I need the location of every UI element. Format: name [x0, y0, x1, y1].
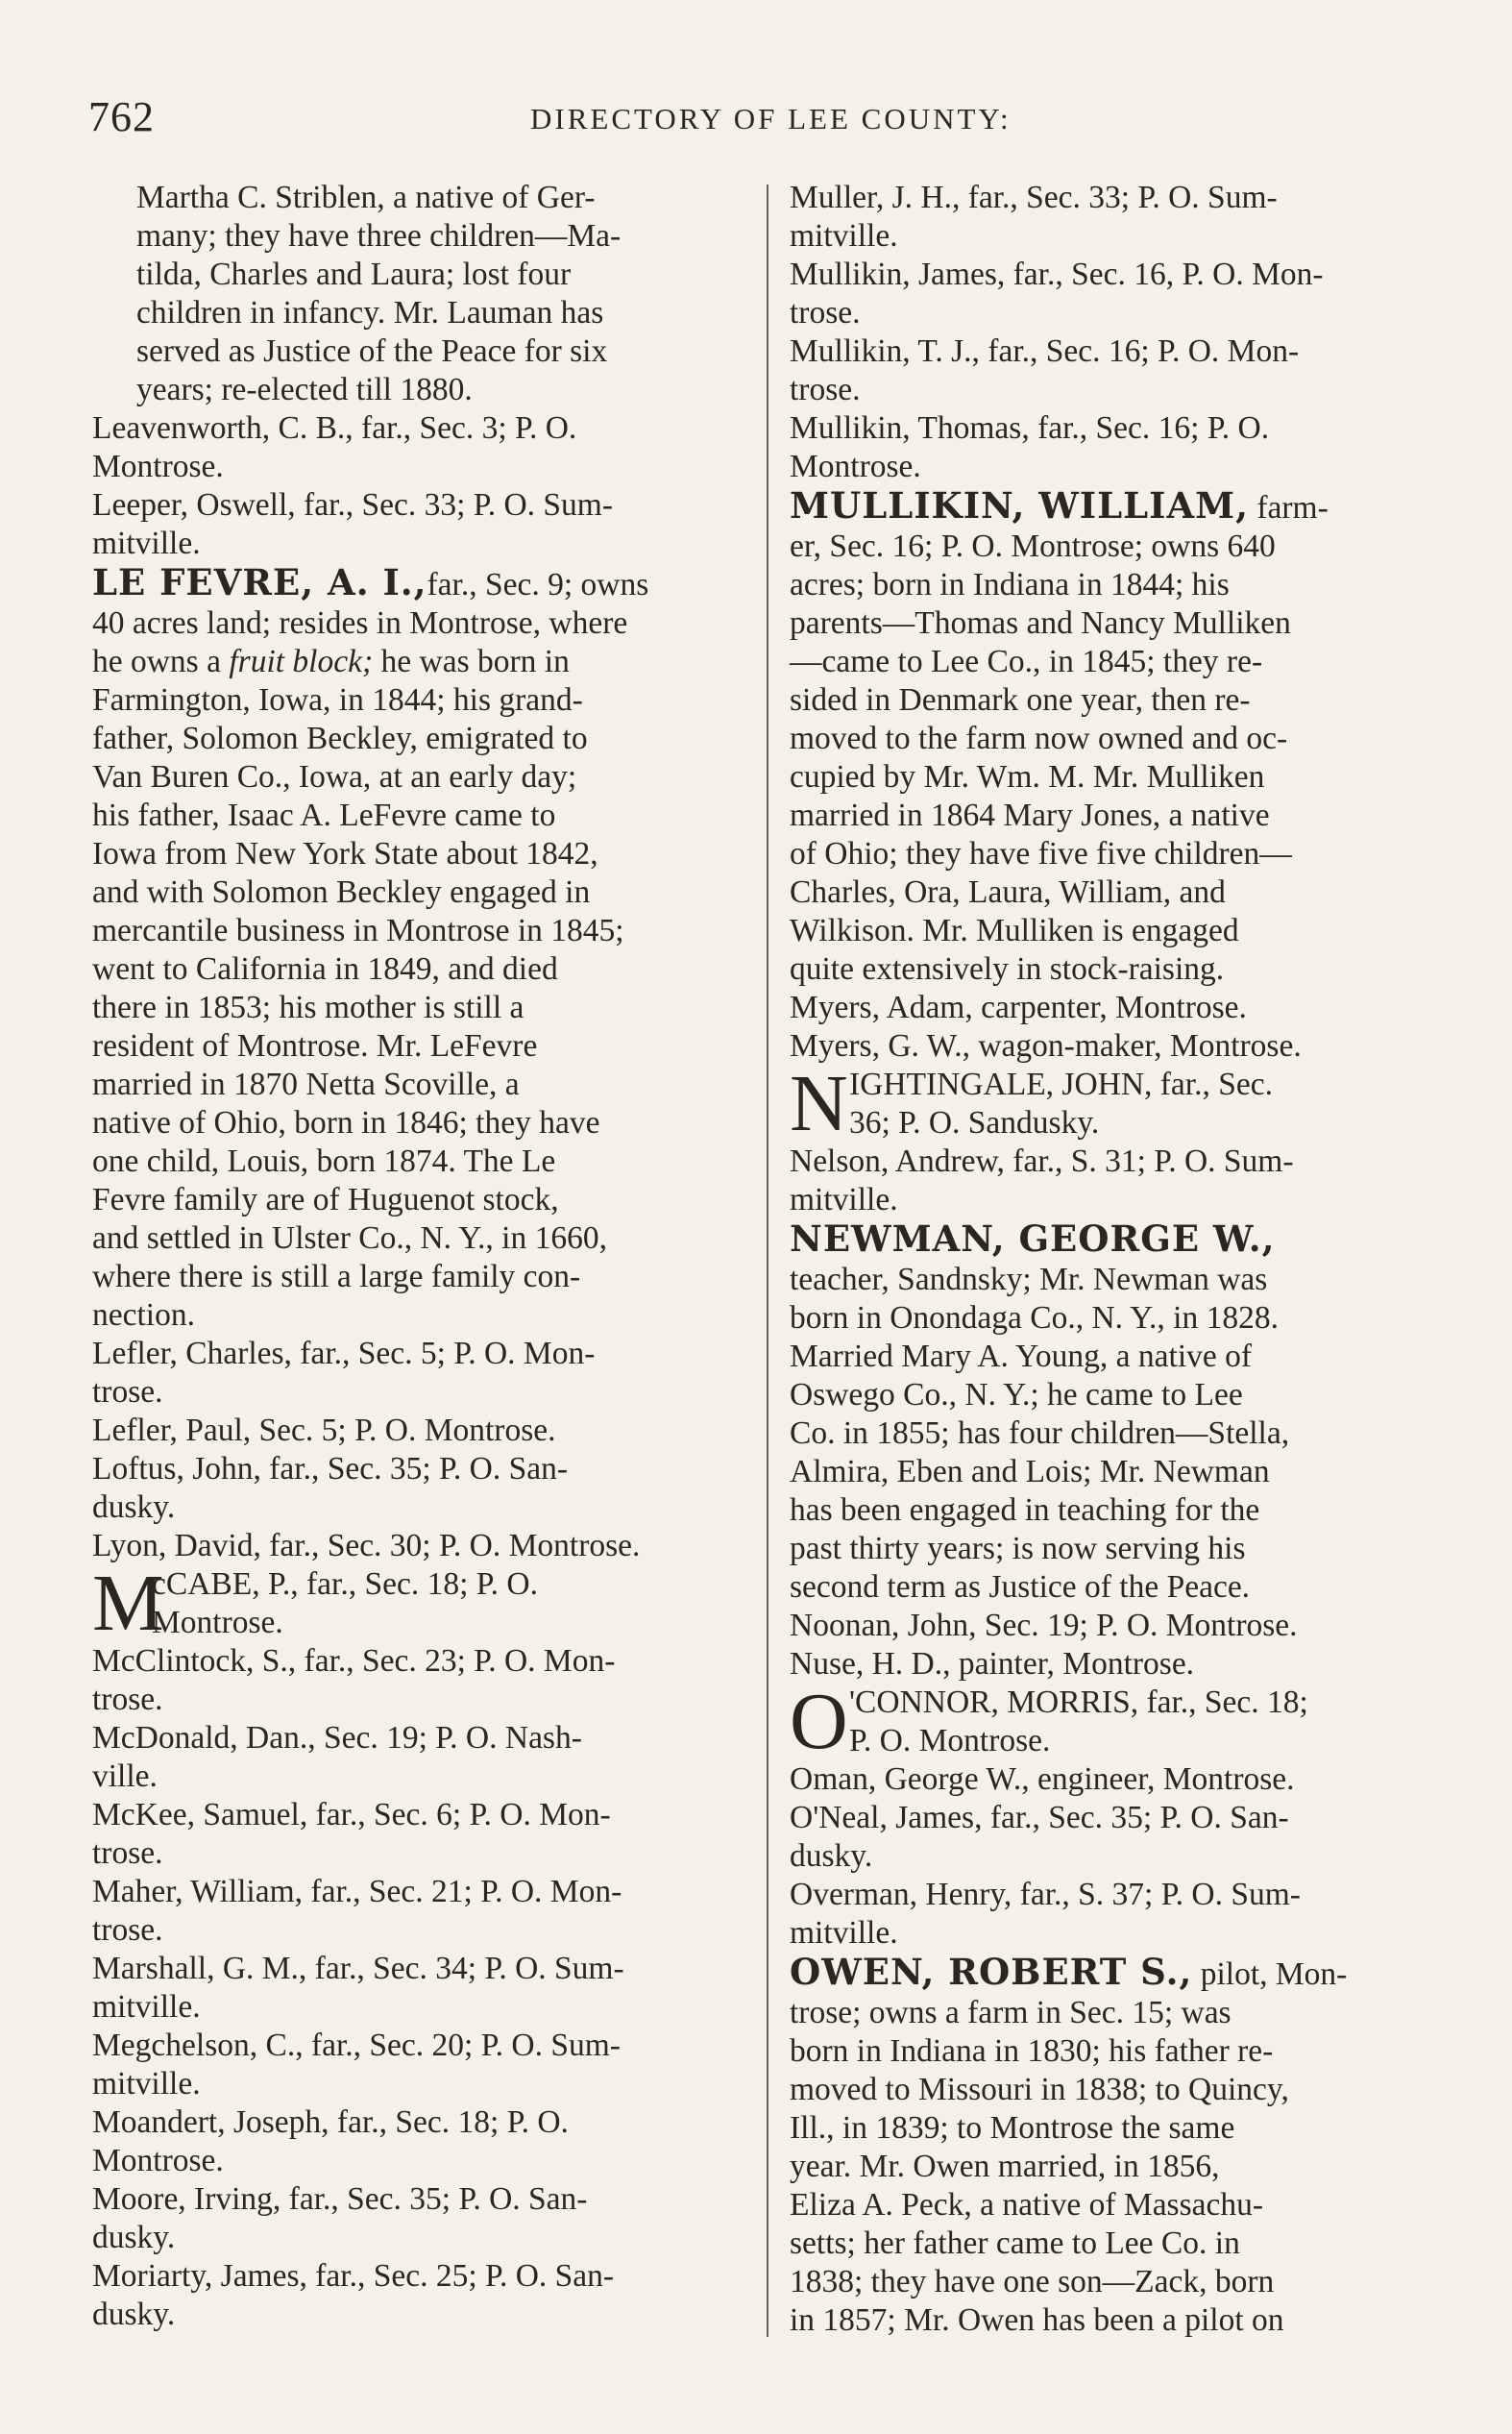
text-line: Nelson, Andrew, far., S. 31; P. O. Sum-: [790, 1143, 1294, 1179]
directory-entry: [790, 256, 1452, 332]
text-line: Noonan, John, Sec. 19; P. O. Montrose.: [790, 1608, 1298, 1643]
text-line: trose; owns a farm in Sec. 15; was: [790, 1995, 1232, 2030]
text-fragment: he was born in: [373, 644, 570, 679]
directory-entry: [92, 1335, 745, 1412]
text-line: Montrose.: [152, 1605, 283, 1640]
text-line: past thirty years; is now serving his: [790, 1531, 1246, 1566]
text-fragment: far., Sec. 9; owns: [427, 567, 649, 602]
text-line: Ill., in 1839; to Montrose the same: [790, 2110, 1235, 2146]
text-line: Moriarty, James, far., Sec. 25; P. O. San-: [92, 2258, 615, 2294]
directory-entry: [790, 989, 1452, 1027]
text-line: dusky.: [92, 2220, 176, 2255]
continued-entry: [92, 179, 745, 409]
biography-entry-mullikin: [790, 486, 1452, 989]
entry-name: LE FEVRE, A. I.,: [92, 561, 427, 603]
entry-name: NEWMAN, GEORGE W.,: [790, 1217, 1276, 1260]
drop-cap: O: [790, 1677, 848, 1766]
text-line: native of Ohio, born in 1846; they have: [92, 1105, 600, 1141]
text-line: where there is still a large family con-: [92, 1259, 581, 1294]
text-line: trose.: [92, 1682, 163, 1717]
text-line: nection.: [92, 1297, 195, 1333]
directory-entry: [92, 1412, 745, 1450]
biography-entry-owen: [790, 1953, 1452, 2340]
directory-entry: [790, 179, 1452, 256]
text-line: [790, 484, 1452, 528]
section-entry-m: [92, 1559, 745, 1648]
text-line: went to California in 1849, and died: [92, 951, 558, 987]
text-line: resident of Montrose. Mr. LeFevre: [92, 1028, 538, 1064]
directory-entry: [790, 332, 1452, 409]
page-number: 762: [88, 93, 155, 140]
text-line: Lyon, David, far., Sec. 30; P. O. Montrose.: [92, 1528, 641, 1563]
text-line: trose.: [92, 1912, 163, 1948]
directory-entry: [790, 1607, 1452, 1645]
directory-entry: [92, 1719, 745, 1796]
text-line: in 1857; Mr. Owen has been a pilot on: [790, 2302, 1284, 2338]
text-fragment: he owns a: [92, 644, 230, 679]
text-line: Muller, J. H., far., Sec. 33; P. O. Sum-: [790, 180, 1278, 215]
text-line: Moandert, Joseph, far., Sec. 18; P. O.: [92, 2104, 569, 2140]
text-line: Montrose.: [92, 2143, 224, 2178]
text-line: Montrose.: [92, 449, 224, 484]
text-line: setts; her father came to Lee Co. in: [790, 2225, 1240, 2261]
directory-entry: [790, 1645, 1452, 1684]
text-line: mercantile business in Montrose in 1845;: [92, 913, 624, 948]
text-line: Co. in 1855; has four children—Stella,: [790, 1415, 1290, 1451]
directory-entry: [92, 2103, 745, 2180]
text-line: Mullikin, James, far., Sec. 16, P. O. Mon-: [790, 257, 1324, 292]
text-line: Fevre family are of Huguenot stock,: [92, 1182, 559, 1217]
text-line: [790, 1951, 1452, 1994]
directory-entry: [92, 2180, 745, 2257]
text-line: McClintock, S., far., Sec. 23; P. O. Mon-: [92, 1643, 616, 1679]
text-line: ville.: [92, 1758, 158, 1794]
text-line: O'Neal, James, far., Sec. 35; P. O. San-: [790, 1800, 1289, 1835]
directory-entry: [790, 409, 1452, 486]
text-line: sided in Denmark one year, then re-: [790, 682, 1251, 718]
text-line: Almira, Eben and Lois; Mr. Newman: [790, 1454, 1270, 1489]
directory-entry: [92, 409, 745, 486]
text-line: trose.: [92, 1374, 163, 1410]
text-line: trose.: [790, 295, 861, 331]
text-line: Lefler, Paul, Sec. 5; P. O. Montrose.: [92, 1413, 556, 1448]
text-line: mitville.: [92, 2066, 201, 2102]
text-line: mitville.: [92, 1989, 201, 2025]
text-line: mitville.: [92, 526, 201, 561]
column-divider: [767, 184, 768, 2337]
directory-entry: [92, 1527, 745, 1565]
directory-entry: [790, 1760, 1452, 1799]
directory-entry: [92, 1950, 745, 2027]
text-line: 40 acres land; resides in Montrose, where: [92, 605, 628, 641]
text-line: Maher, William, far., Sec. 21; P. O. Mon-: [92, 1874, 622, 1909]
text-line: cupied by Mr. Wm. M. Mr. Mulliken: [790, 759, 1265, 795]
text-line: born in Indiana in 1830; his father re-: [790, 2033, 1274, 2069]
text-line: [92, 561, 745, 604]
text-line: father, Solomon Beckley, emigrated to: [92, 721, 588, 756]
section-entry-o: [790, 1677, 1452, 1766]
left-column: [92, 179, 745, 2334]
text-line: [92, 643, 745, 681]
text-line: mitville.: [790, 1182, 898, 1217]
text-line: McKee, Samuel, far., Sec. 6; P. O. Mon-: [92, 1797, 611, 1832]
text-line: Lefler, Charles, far., Sec. 5; P. O. Mon-: [92, 1336, 596, 1371]
entry-name: MULLIKIN, WILLIAM,: [790, 484, 1249, 527]
text-line: Loftus, John, far., Sec. 35; P. O. San-: [92, 1451, 569, 1487]
text-line: Mullikin, Thomas, far., Sec. 16; P. O.: [790, 410, 1270, 446]
text-line: Wilkison. Mr. Mulliken is engaged: [790, 913, 1239, 948]
text-line: Mullikin, T. J., far., Sec. 16; P. O. Mon-: [790, 333, 1300, 369]
text-fragment: farm-: [1249, 490, 1329, 526]
text-line: acres; born in Indiana in 1844; his: [790, 567, 1230, 602]
text-line: Montrose.: [790, 449, 921, 484]
biography-entry-newman: [790, 1219, 1452, 1607]
text-line: year. Mr. Owen married, in 1856,: [790, 2149, 1220, 2184]
text-line: —came to Lee Co., in 1845; they re-: [790, 644, 1263, 679]
text-line: has been engaged in teaching for the: [790, 1492, 1260, 1528]
running-head: DIRECTORY OF LEE COUNTY:: [530, 102, 1012, 135]
text-line: P. O. Montrose.: [849, 1723, 1051, 1758]
directory-entry: [92, 2027, 745, 2103]
text-line: and with Solomon Beckley engaged in: [92, 874, 591, 910]
text-line: mitville.: [790, 218, 898, 254]
biography-entry-lefevre: [92, 563, 745, 1335]
text-line: moved to Missouri in 1838; to Quincy,: [790, 2072, 1289, 2107]
entry-name: OWEN, ROBERT S.,: [790, 1951, 1193, 1993]
text-line: served as Justice of the Peace for six: [136, 333, 608, 369]
text-line: Moore, Irving, far., Sec. 35; P. O. San-: [92, 2181, 588, 2217]
text-line: IGHTINGALE, JOHN, far., Sec.: [849, 1067, 1273, 1102]
text-line: married in 1870 Netta Scoville, a: [92, 1067, 520, 1102]
text-line: there in 1853; his mother is still a: [92, 990, 524, 1025]
text-line: Married Mary A. Young, a native of: [790, 1339, 1253, 1374]
text-line: years; re-elected till 1880.: [136, 372, 473, 407]
text-line: married in 1864 Mary Jones, a native: [790, 798, 1270, 833]
text-line: tilda, Charles and Laura; lost four: [136, 257, 572, 292]
text-line: cCABE, P., far., Sec. 18; P. O.: [152, 1566, 538, 1602]
text-line: Van Buren Co., Iowa, at an early day;: [92, 759, 577, 795]
text-line: dusky.: [92, 2297, 176, 2332]
text-line: Megchelson, C., far., Sec. 20; P. O. Sum-: [92, 2028, 621, 2063]
directory-entry: [790, 1876, 1452, 1953]
text-line: Eliza A. Peck, a native of Massachu-: [790, 2187, 1264, 2223]
text-line: 36; P. O. Sandusky.: [849, 1105, 1100, 1141]
text-line: Charles, Ora, Laura, William, and: [790, 874, 1226, 910]
right-column: [790, 179, 1452, 2340]
text-line: Myers, G. W., wagon-maker, Montrose.: [790, 1028, 1302, 1064]
text-line: 'CONNOR, MORRIS, far., Sec. 18;: [849, 1684, 1308, 1720]
text-line: Myers, Adam, carpenter, Montrose.: [790, 990, 1247, 1025]
text-line: moved to the farm now owned and oc-: [790, 721, 1288, 756]
directory-entry: [790, 1143, 1452, 1219]
text-line: one child, Louis, born 1874. The Le: [92, 1143, 556, 1179]
text-line: born in Onondaga Co., N. Y., in 1828.: [790, 1300, 1279, 1336]
text-line: Leavenworth, C. B., far., Sec. 3; P. O.: [92, 410, 577, 446]
text-line: Martha C. Striblen, a native of Ger-: [136, 180, 596, 215]
text-line: parents—Thomas and Nancy Mulliken: [790, 605, 1291, 641]
text-line: Marshall, G. M., far., Sec. 34; P. O. Sum-: [92, 1951, 624, 1986]
text-line: dusky.: [92, 1489, 176, 1525]
text-line: Overman, Henry, far., S. 37; P. O. Sum-: [790, 1877, 1301, 1912]
section-entry-n: [790, 1059, 1452, 1148]
directory-entry: [92, 2257, 745, 2334]
text-line: Oswego Co., N. Y.; he came to Lee: [790, 1377, 1243, 1413]
text-line: teacher, Sandnsky; Mr. Newman was: [790, 1262, 1268, 1297]
directory-entry: [92, 1450, 745, 1527]
text-line: Oman, George W., engineer, Montrose.: [790, 1761, 1295, 1797]
drop-cap: N: [790, 1059, 848, 1148]
text-line: Farmington, Iowa, in 1844; his grand-: [92, 682, 583, 718]
text-line: Leeper, Oswell, far., Sec. 33; P. O. Sum-: [92, 487, 614, 523]
italic-text: fruit block;: [229, 644, 374, 679]
text-line: second term as Justice of the Peace.: [790, 1569, 1251, 1605]
text-line: and settled in Ulster Co., N. Y., in 1660,: [92, 1220, 607, 1256]
text-line: mitville.: [790, 1915, 898, 1951]
directory-entry: [92, 1873, 745, 1950]
directory-entry: [790, 1799, 1452, 1876]
directory-entry: [92, 486, 745, 563]
text-line: trose.: [92, 1835, 163, 1871]
drop-cap: M: [92, 1559, 164, 1648]
text-line: Nuse, H. D., painter, Montrose.: [790, 1646, 1195, 1682]
text-line: trose.: [790, 372, 861, 407]
text-line: [790, 1217, 1452, 1261]
text-fragment: pilot, Mon-: [1192, 1956, 1348, 1992]
text-line: er, Sec. 16; P. O. Montrose; owns 640: [790, 529, 1276, 564]
text-line: McDonald, Dan., Sec. 19; P. O. Nash-: [92, 1720, 582, 1756]
text-line: many; they have three children—Ma-: [136, 218, 622, 254]
text-line: quite extensively in stock-raising.: [790, 951, 1225, 987]
directory-entry: [790, 1027, 1452, 1066]
text-line: 1838; they have one son—Zack, born: [790, 2264, 1275, 2299]
directory-entry: [92, 1796, 745, 1873]
page-header: [0, 92, 1512, 150]
text-line: his father, Isaac A. LeFevre came to: [92, 798, 556, 833]
text-line: of Ohio; they have five five children—: [790, 836, 1292, 872]
directory-entry: [92, 1642, 745, 1719]
text-line: dusky.: [790, 1838, 873, 1874]
text-line: children in infancy. Mr. Lauman has: [136, 295, 604, 331]
text-line: Iowa from New York State about 1842,: [92, 836, 598, 872]
